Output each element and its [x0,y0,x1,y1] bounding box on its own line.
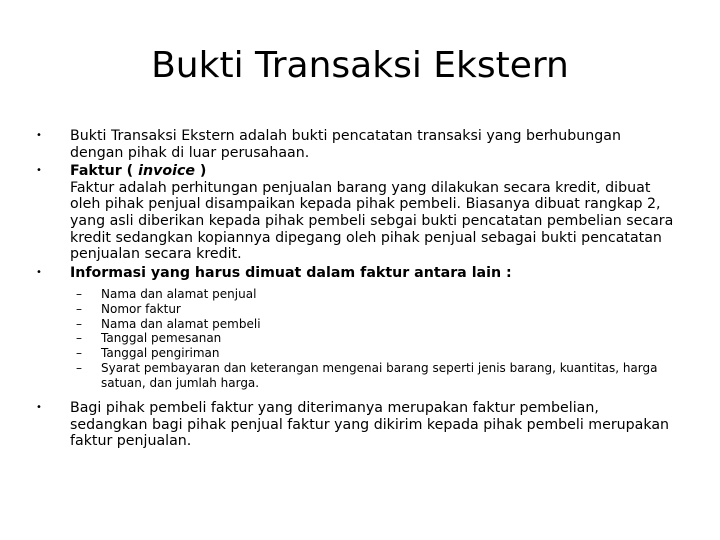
bullet-text: Bagi pihak pembeli faktur yang diterimanya merupakan faktur pembelian, sedangkan bagi pihak penjual faktur yang dikirim kepada pihak pembeli merupakan faktur penjualan. [70,400,670,450]
dash: – [76,331,82,346]
sub-item-text: Nama dan alamat pembeli [101,316,261,331]
faktur-heading-post: ) [194,163,207,180]
dash: – [76,302,82,317]
faktur-heading-pre: Faktur ( [70,163,139,180]
sub-item-text: Nomor faktur [101,302,181,317]
dash: – [76,316,82,331]
sub-item [36,361,676,390]
sub-item [36,317,676,332]
sub-item-text: Tanggal pengiriman [101,346,220,361]
dash: – [76,346,82,361]
bullet-item-definition [36,128,676,161]
bullet-item-faktur [36,163,676,263]
sub-item [36,302,676,317]
sub-item [36,331,676,346]
faktur-description: Faktur adalah perhitungan penjualan barang yang dilakukan secara kredit, dibuat oleh pihak penjual disampaikan kepada pihak pembeli. Biasanya dibuat rangkap 2, yang asli diberikan kepada pihak pembeli sebgai bukti pencatatan pembelian secara kredit sedangkan kopiannya dipegang oleh pihak penjual sebagai bukti pencatatan penjualan secara kredit. [70,179,674,263]
sub-item-text: Syarat pembayaran dan keterangan mengenai barang seperti jenis barang, kuantitas, harga satuan, dan jumlah harga. [101,360,658,390]
bullet-text: Bukti Transaksi Ekstern adalah bukti pencatatan transaksi yang berhubungan dengan pihak di luar perusahaan. [70,128,621,161]
sub-item-text: Nama dan alamat penjual [101,287,257,302]
sub-item [36,287,676,302]
bullet-item-pembeli-penjual [36,400,676,450]
bullet-dot: • [36,402,42,414]
bullet-dot: • [36,266,42,278]
sub-item-text: Tanggal pemesanan [101,331,222,346]
faktur-heading-invoice: invoice [138,163,195,180]
faktur-heading [70,163,676,180]
sub-item [36,346,676,361]
bullet-dot: • [36,130,42,141]
sub-list [36,287,676,390]
bullet-dot: • [36,165,42,177]
slide-title: Bukti Transaksi Ekstern [151,45,569,86]
bullet-text: Informasi yang harus dimuat dalam faktur antara lain : [70,264,512,281]
dash: – [76,287,82,302]
dash: – [76,360,82,375]
bullet-item-informasi [36,265,676,282]
bullet-list [36,128,676,450]
